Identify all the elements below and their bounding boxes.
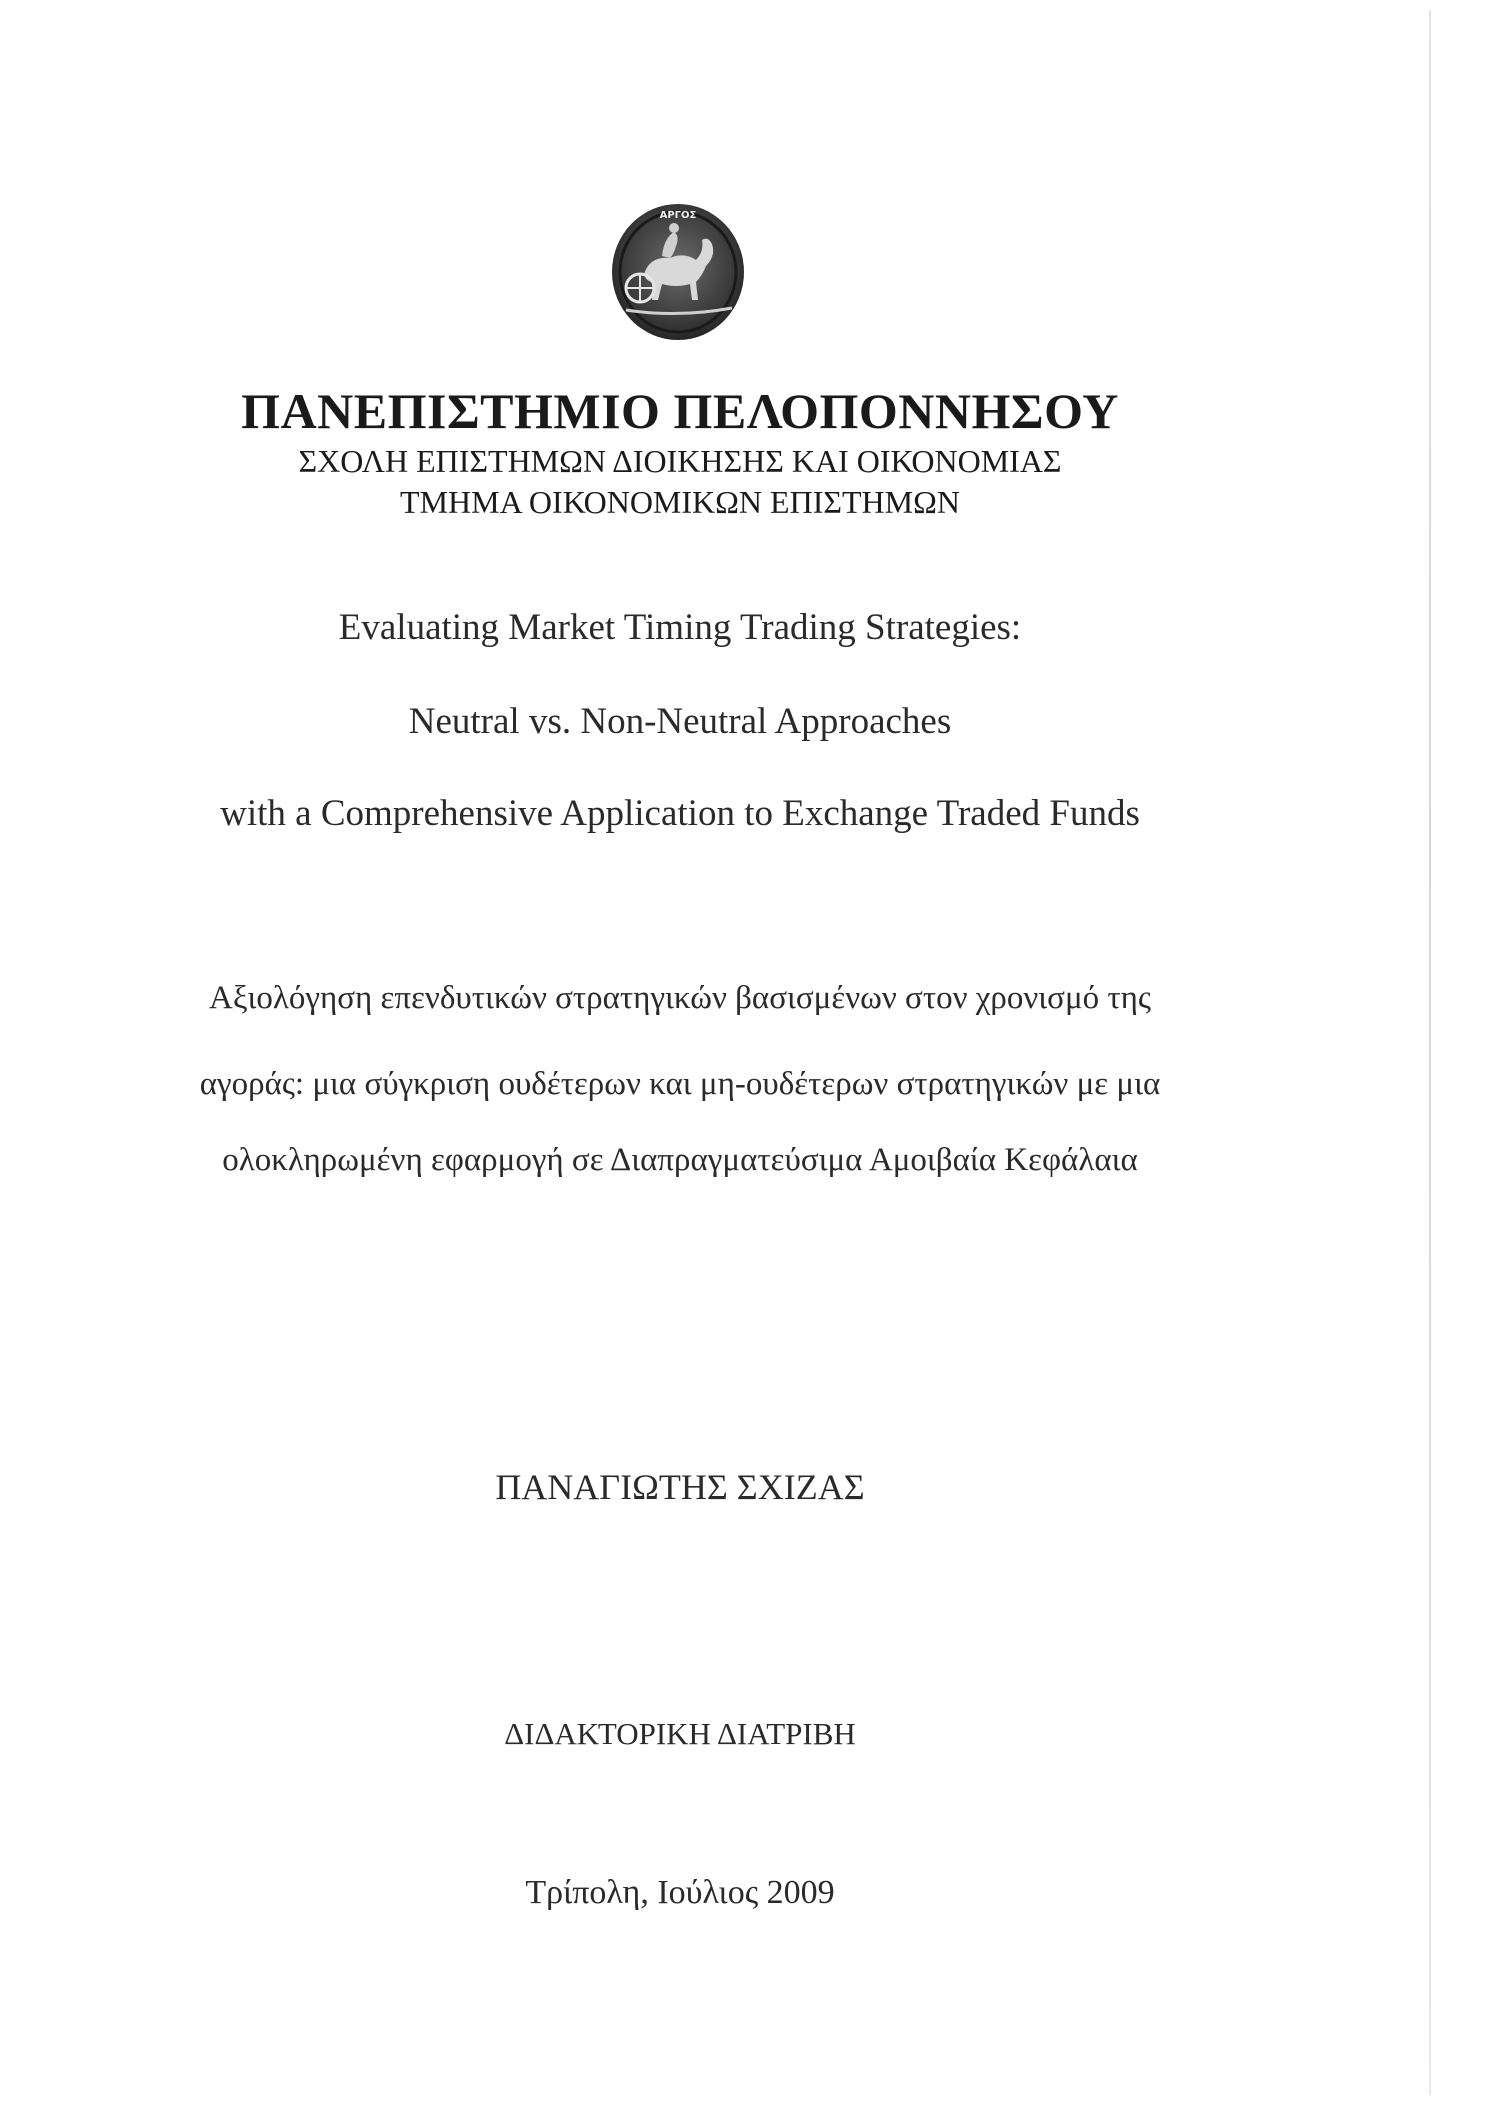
english-title-line-2: Neutral vs. Non-Neutral Approaches	[408, 701, 952, 742]
greek-title-line-1: Αξιολόγηση επενδυτικών στρατηγικών βασισμένων στον χρονισμό της	[209, 980, 1151, 1016]
university-seal-icon	[604, 196, 752, 344]
scan-edge-line	[1429, 10, 1431, 2095]
department-name: ΤΜΗΜΑ ΟΙΚΟΝΟΜΙΚΩΝ ΕΠΙΣΤΗΜΩΝ	[400, 484, 960, 520]
author-name: ΠΑΝΑΓΙΩΤΗΣ ΣΧΙΖΑΣ	[495, 1467, 865, 1507]
english-title-line-1: Evaluating Market Timing Trading Strategies:	[338, 607, 1022, 648]
university-name: ΠΑΝΕΠΙΣΤΗΜΙΟ ΠΕΛΟΠΟΝΝΗΣΟΥ	[241, 383, 1119, 439]
greek-title-line-2: αγοράς: μια σύγκριση ουδέτερων και μη-ουδέτερων στρατηγικών με μια	[199, 1066, 1161, 1102]
seal-inscription: ΑΡΓΟΣ	[659, 210, 697, 221]
greek-title-line-3: ολοκληρωμένη εφαρμογή σε Διαπραγματεύσιμα Αμοιβαία Κεφάλαια	[222, 1142, 1138, 1178]
place-and-date: Τρίπολη, Ιούλιος 2009	[525, 1874, 835, 1911]
degree-type: ΔΙΔΑΚΤΟΡΙΚΗ ΔΙΑΤΡΙΒΗ	[504, 1716, 856, 1751]
school-name: ΣΧΟΛΗ ΕΠΙΣΤΗΜΩΝ ΔΙΟΙΚΗΣΗΣ ΚΑΙ ΟΙΚΟΝΟΜΙΑΣ	[298, 443, 1062, 479]
english-title-line-3: with a Comprehensive Application to Exchange Traded Funds	[220, 793, 1140, 834]
